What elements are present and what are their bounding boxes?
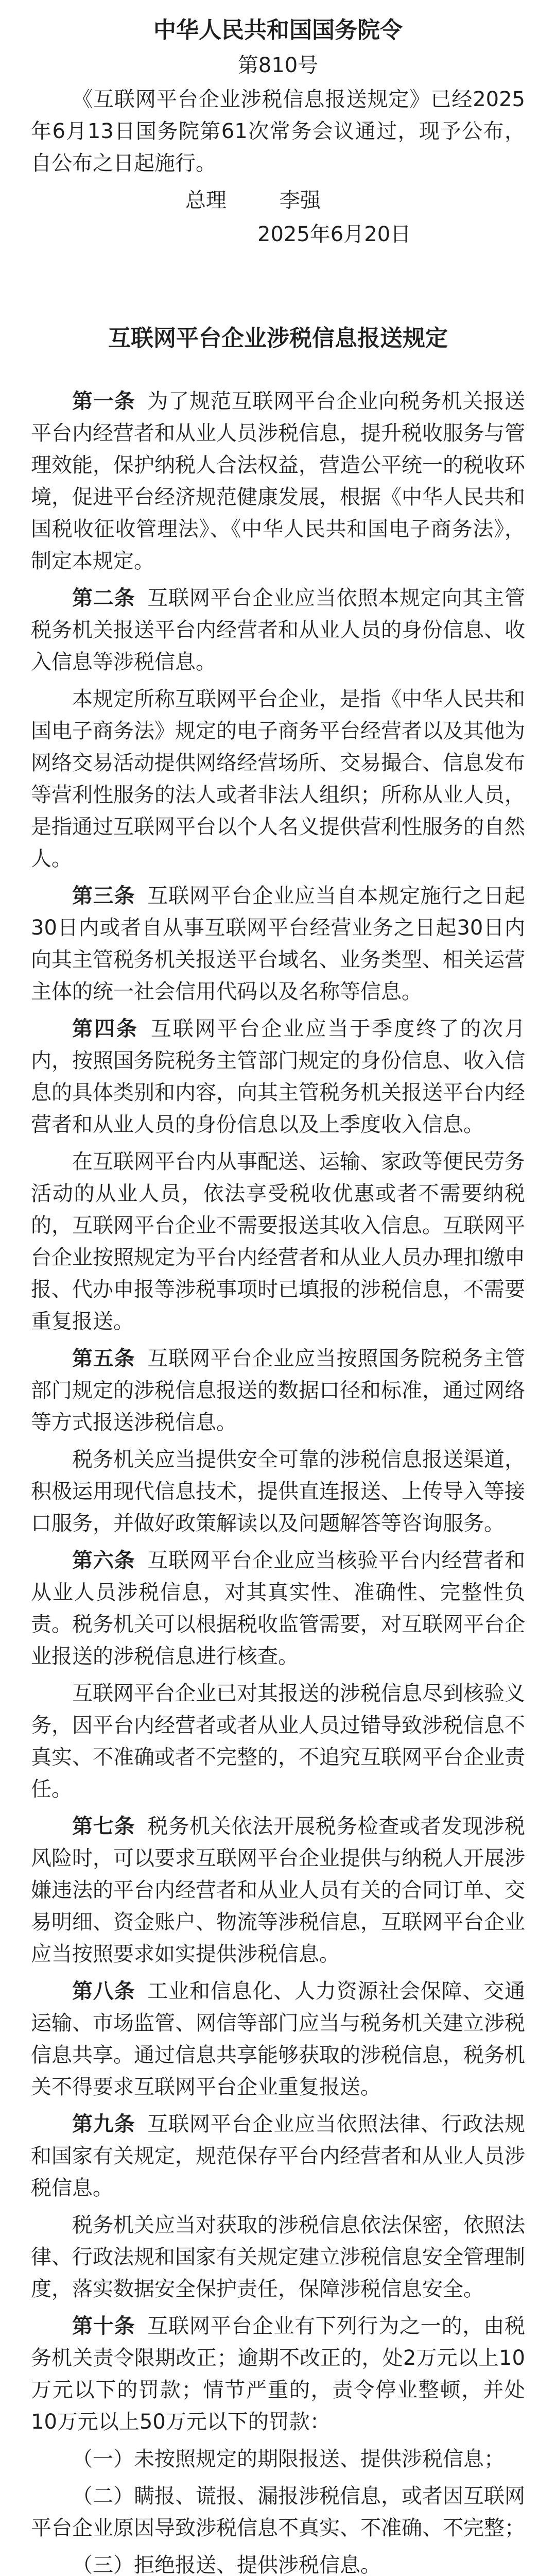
article-text: 为了规范互联网平台企业向税务机关报送平台内经营者和从业人员涉税信息，提升税收服务与管理效能，保护纳税人合法权益，营造公平统一的税收环境，促进平台经济规范健康发展，根据《中华人民共和国税收征收管理法》、《中华人民共和国电子商务法》，制定本规定。: [31, 389, 526, 573]
article-paragraph: [31, 1343, 525, 1438]
regulation-title: 互联网平台企业涉税信息报送规定: [108, 325, 448, 351]
article-text: 互联网平台企业已对其报送的涉税信息尽到核验义务，因平台内经营者或者从业人员过错导致涉税信息不真实、不准确或者不完整的，不追究互联网平台企业责任。: [31, 1682, 525, 1801]
article-text: 税务机关依法开展税务检查或者发现涉税风险时，可以要求互联网平台企业提供与纳税人开展涉嫌违法的平台内经营者和从业人员有关的合同订单、交易明细、资金账户、物流等涉税信息，互联网平台企业应当按照要求如实提供涉税信息。: [31, 1815, 526, 1966]
article-number: 第五条: [72, 1347, 135, 1370]
order-intro: 《互联网平台企业涉税信息报送规定》已经2025年6月13日国务院第61次常务会议通过，现予公布，自公布之日起施行。: [31, 88, 525, 175]
article-text: 本规定所称互联网平台企业，是指《中华人民共和国电子商务法》规定的电子商务平台经营者以及其他为网络交易活动提供网络经营场所、交易撮合、信息发布等营利性服务的法人或者非法人组织；所称从业人员，是指通过互联网平台以个人名义提供营利性服务的自然人。: [31, 687, 525, 871]
order-number: 第810号: [237, 54, 319, 77]
article-text: 互联网平台企业应当于季度终了的次月内，按照国务院税务主管部门规定的身份信息、收入信息的具体类别和内容，向其主管税务机关报送平台内经营者和从业人员的身份信息以及上季度收入信息。: [31, 1017, 526, 1137]
article-paragraph: [31, 1545, 525, 1672]
article-paragraph: [31, 385, 525, 577]
article-text: 互联网平台企业应当依照本规定向其主管税务机关报送平台内经营者和从业人员的身份信息、收入信息等涉税信息。: [31, 586, 526, 674]
article-number: 第二条: [72, 586, 135, 610]
article-number: 第一条: [72, 389, 135, 413]
signature-row: [31, 184, 525, 216]
article-paragraph: [31, 1975, 525, 2103]
article-paragraph: [31, 1013, 525, 1141]
article-paragraph: [31, 880, 525, 1008]
regulation-body: [31, 385, 525, 2438]
penalty-item: （一）未按照规定的期限报送、提供涉税信息；: [72, 2447, 505, 2471]
article-paragraph: [31, 2108, 525, 2204]
article-text: 税务机关应当提供安全可靠的涉税信息报送渠道，积极运用现代信息技术，提供直连报送、上传导入等接口服务，并做好政策解读以及问题解答等咨询服务。: [31, 1448, 525, 1535]
article-paragraph: [31, 1146, 525, 1337]
article-paragraph: [31, 1444, 525, 1539]
article-number: 第十条: [72, 2314, 135, 2338]
article-text: 互联网平台企业应当核验平台内经营者和从业人员涉税信息，对其真实性、准确性、完整性负责。税务机关可以根据税收监管需要，对互联网平台企业报送的涉税信息进行核查。: [31, 1549, 526, 1668]
article-text: 互联网平台企业应当自本规定施行之日起30日内或者自从事互联网平台经营业务之日起30日内向其主管税务机关报送平台域名、业务类型、相关运营主体的统一社会信用代码以及名称等信息。: [31, 884, 526, 1004]
article-text: 互联网平台企业应当按照国务院税务主管部门规定的涉税信息报送的数据口径和标准，通过网络等方式报送涉税信息。: [31, 1347, 526, 1434]
article-number: 第六条: [72, 1549, 135, 1572]
article-text: 互联网平台企业应当依照法律、行政法规和国家有关规定，规范保存平台内经营者和从业人员涉税信息。: [31, 2112, 526, 2200]
article-paragraph: [31, 582, 525, 678]
article-text: 工业和信息化、人力资源社会保障、交通运输、市场监管、网信等部门应当与税务机关建立涉税信息共享。通过信息共享能够获取的涉税信息，税务机关不得要求互联网平台企业重复报送。: [31, 1979, 526, 2099]
article-number: 第四条: [72, 1017, 138, 1041]
signature-role: 总理: [185, 189, 227, 212]
article-paragraph: [31, 1810, 525, 1970]
article-paragraph: [31, 2310, 525, 2438]
penalty-item: （三）拒绝报送、提供涉税信息。: [72, 2553, 381, 2576]
article-number: 第八条: [72, 1979, 135, 2003]
article-number: 第九条: [72, 2112, 135, 2136]
order-date: 2025年6月20日: [257, 223, 411, 246]
order-title: 中华人民共和国国务院令: [153, 17, 403, 43]
article-text: 税务机关应当对获取的涉税信息依法保密，依照法律、行政法规和国家有关规定建立涉税信息安全管理制度，落实数据安全保护责任，保障涉税信息安全。: [31, 2213, 525, 2301]
article-number: 第三条: [72, 884, 135, 908]
article-paragraph: [31, 2209, 525, 2305]
article-paragraph: [31, 1677, 525, 1805]
article-number: 第七条: [72, 1815, 135, 1838]
article-text: 互联网平台企业有下列行为之一的，由税务机关责令限期改正；逾期不改正的，处2万元以上10万元以下的罚款；情节严重的，责令停业整顿，并处10万元以上50万元以下的罚款：: [31, 2314, 526, 2434]
article-text: 在互联网平台内从事配送、运输、家政等便民劳务活动的从业人员，依法享受税收优惠或者不需要纳税的，互联网平台企业不需要报送其收入信息。互联网平台企业按照规定为平台内经营者和从业人员办理扣缴申报、代办申报等涉税事项时已填报的涉税信息，不需要重复报送。: [31, 1150, 525, 1333]
penalty-items: [31, 2443, 525, 2576]
penalty-item: （二）瞒报、谎报、漏报涉税信息，或者因互联网平台企业原因导致涉税信息不真实、不准确、不完整；: [31, 2484, 525, 2540]
signature-name: 李强: [279, 189, 321, 212]
article-paragraph: [31, 683, 525, 875]
